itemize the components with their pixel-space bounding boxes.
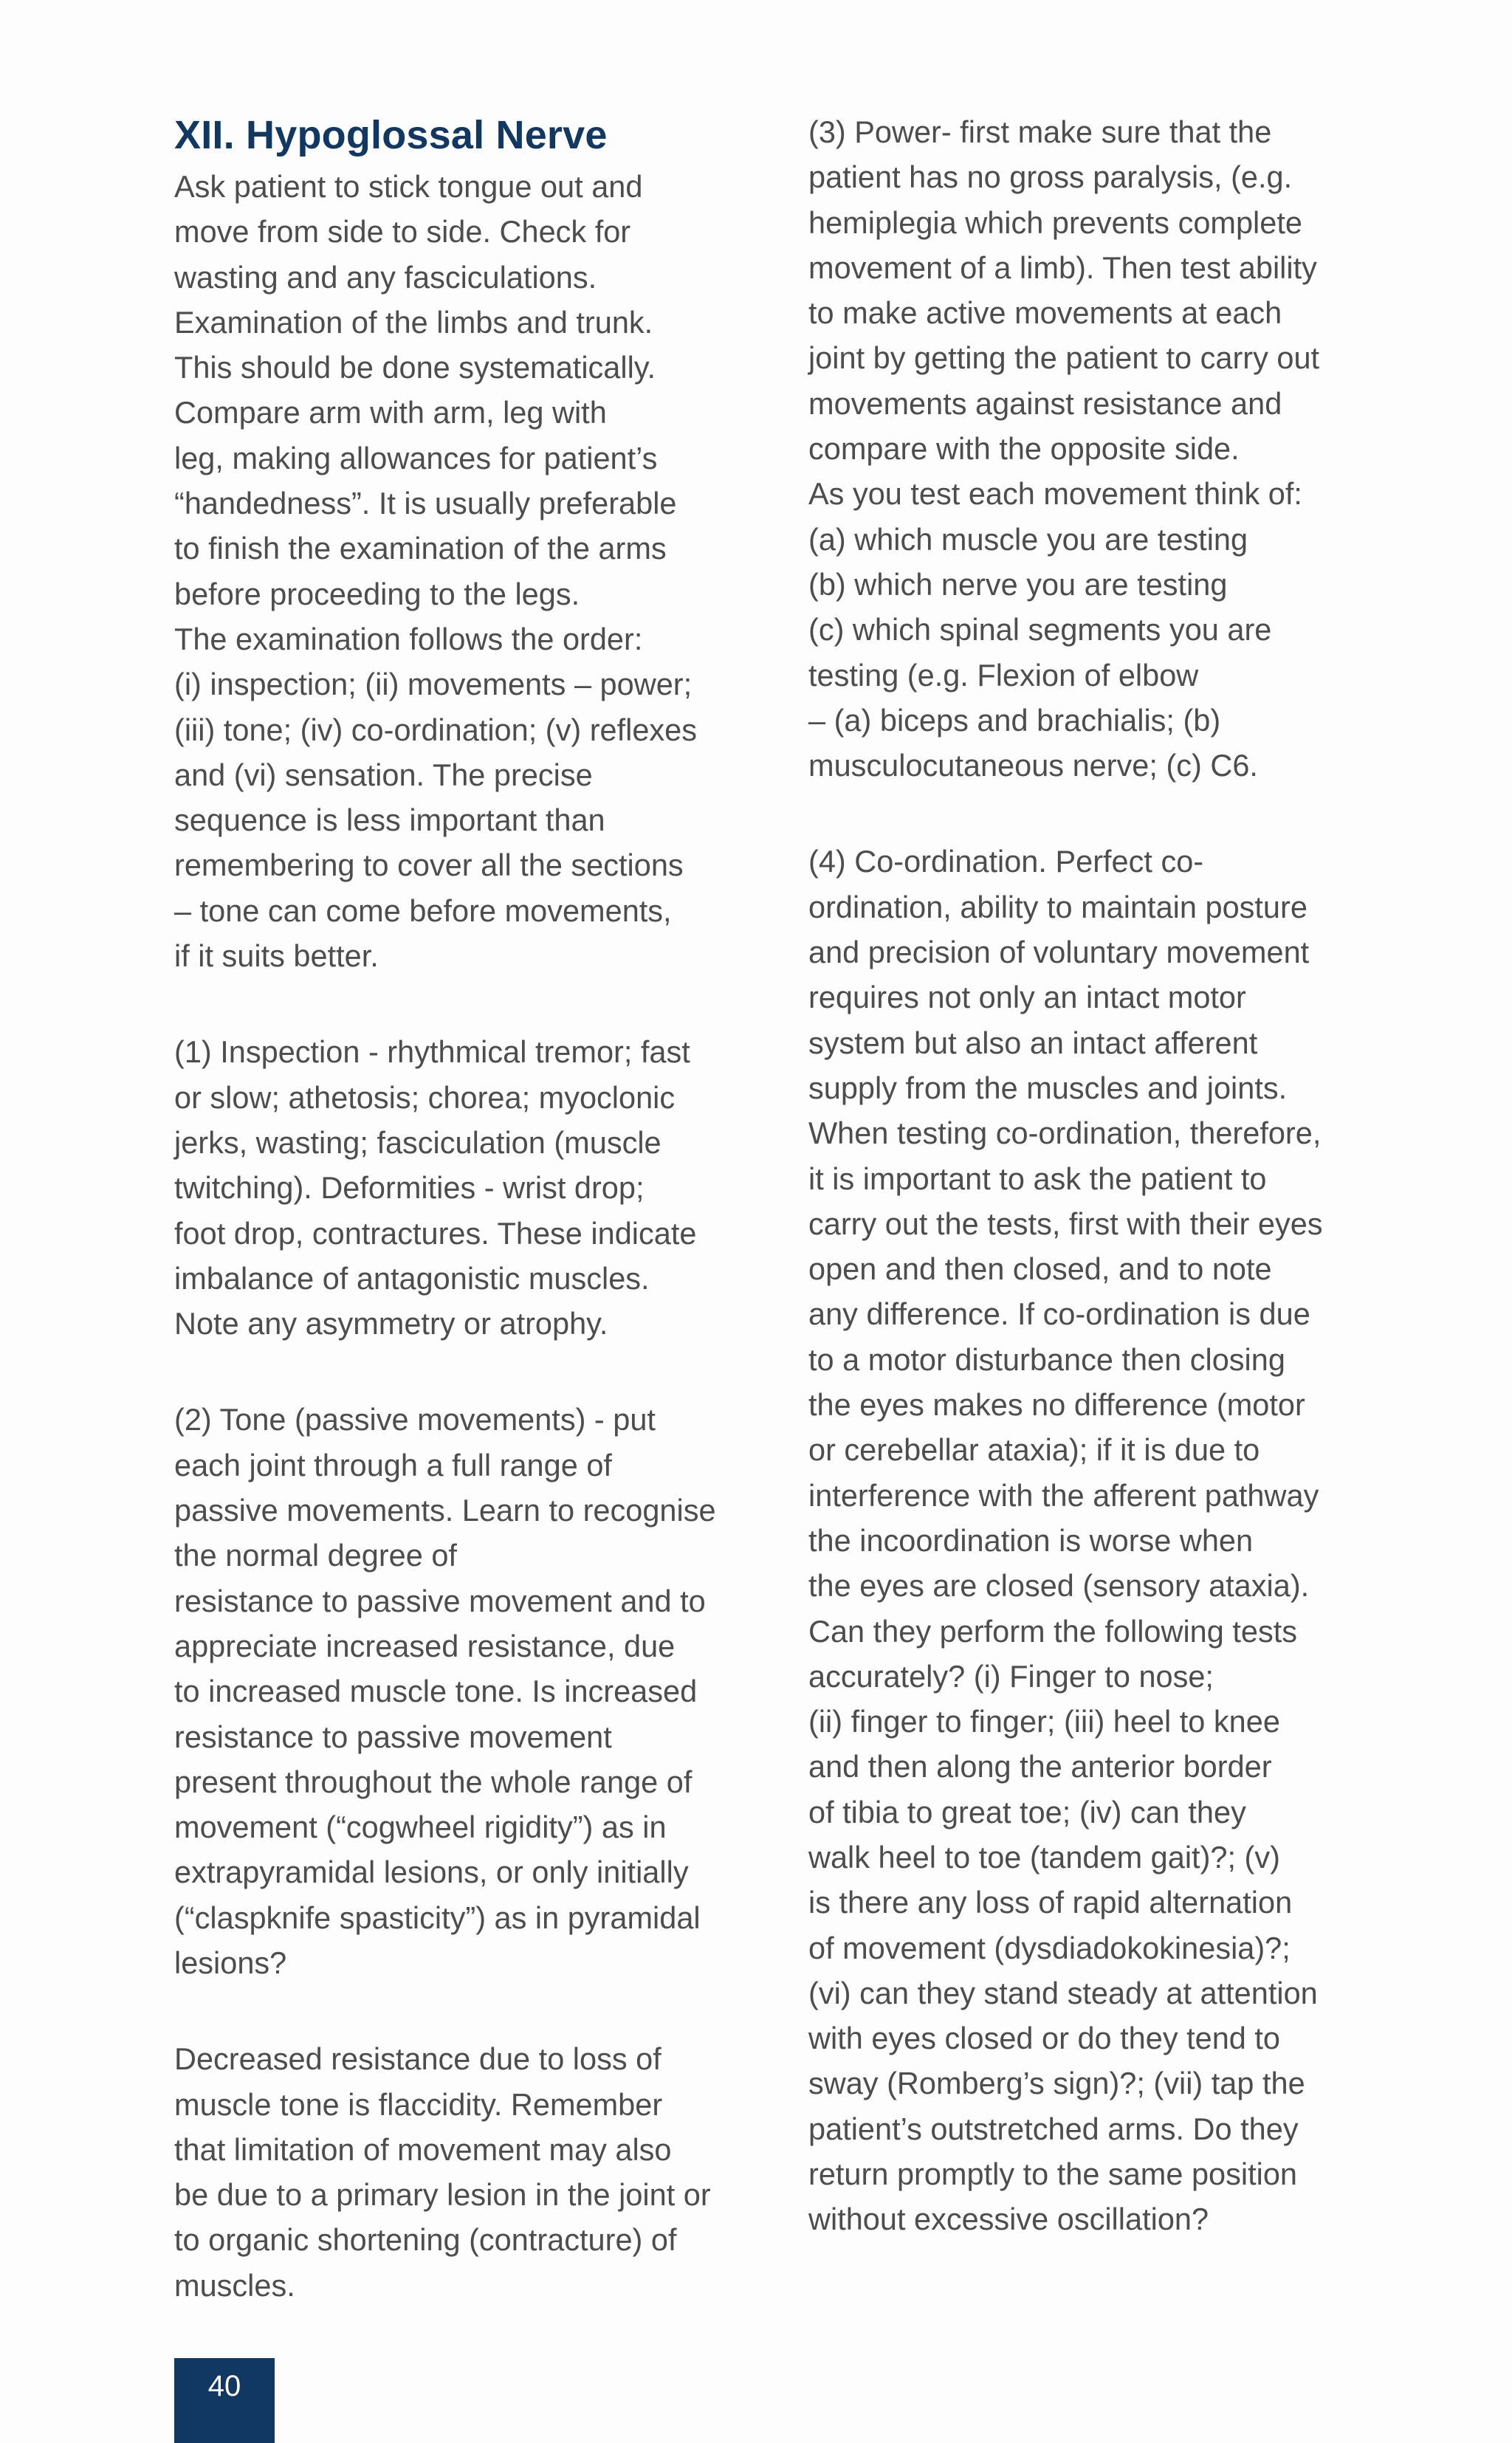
- text-line: carry out the tests, first with their eyes: [808, 1206, 1323, 1241]
- text-line: of tibia to great toe; (iv) can they: [808, 1794, 1246, 1829]
- right-column-body: [808, 109, 1377, 2242]
- text-line: that limitation of movement may also: [174, 2131, 672, 2167]
- text-line: movement of a limb). Then test ability: [808, 250, 1317, 285]
- text-line: Compare arm with arm, leg with: [174, 395, 607, 430]
- text-line: Can they perform the following tests: [808, 1613, 1298, 1649]
- text-line: muscles.: [174, 2267, 295, 2303]
- text-line: “handedness”. It is usually preferable: [174, 486, 677, 521]
- text-line: of movement (dysdiadokokinesia)?;: [808, 1930, 1291, 1965]
- text-line: Note any asymmetry or atrophy.: [174, 1306, 608, 1341]
- text-line: (3) Power- first make sure that the: [808, 114, 1272, 149]
- text-line: leg, making allowances for patient’s: [174, 440, 658, 475]
- text-line: or cerebellar ataxia); if it is due to: [808, 1432, 1260, 1468]
- text-line: and then along the anterior border: [808, 1749, 1272, 1784]
- text-line: jerks, wasting; fasciculation (muscle: [174, 1124, 662, 1160]
- left-column-body: [174, 164, 780, 2308]
- paragraph: [174, 1397, 780, 1985]
- text-line: to make active movements at each: [808, 295, 1282, 331]
- text-line: (1) Inspection - rhythmical tremor; fast: [174, 1034, 690, 1070]
- text-line: compare with the opposite side.: [808, 431, 1240, 467]
- text-line: (a) which muscle you are testing: [808, 521, 1248, 557]
- text-line: imbalance of antagonistic muscles.: [174, 1260, 650, 1296]
- text-line: resistance to passive movement: [174, 1719, 612, 1754]
- text-line: (iii) tone; (iv) co-ordination; (v) reflexes: [174, 712, 698, 747]
- text-line: the eyes are closed (sensory ataxia).: [808, 1568, 1310, 1604]
- text-line: musculocutaneous nerve; (c) C6.: [808, 748, 1258, 783]
- paragraph: [808, 839, 1377, 2241]
- text-line: patient has no gross paralysis, (e.g.: [808, 159, 1293, 195]
- text-line: twitching). Deformities - wrist drop;: [174, 1170, 645, 1206]
- text-line: with eyes closed or do they tend to: [808, 2021, 1281, 2056]
- text-line: open and then closed, and to note: [808, 1251, 1272, 1287]
- text-line: wasting and any fasciculations.: [174, 259, 597, 295]
- text-line: to a motor disturbance then closing: [808, 1341, 1285, 1377]
- text-line: walk heel to toe (tandem gait)?; (v): [808, 1839, 1280, 1875]
- text-line: When testing co-ordination, therefore,: [808, 1116, 1322, 1151]
- text-line: supply from the muscles and joints.: [808, 1070, 1288, 1105]
- text-line: Examination of the limbs and trunk.: [174, 304, 653, 340]
- text-line: each joint through a full range of: [174, 1447, 612, 1482]
- text-line: (vi) can they stand steady at attention: [808, 1975, 1318, 2010]
- text-line: the normal degree of: [174, 1538, 457, 1573]
- text-line: movement (“cogwheel rigidity”) as in: [174, 1810, 667, 1845]
- text-line: any difference. If co-ordination is due: [808, 1296, 1310, 1332]
- text-line: is there any loss of rapid alternation: [808, 1885, 1293, 1920]
- paragraph: [808, 109, 1377, 788]
- left-column: [174, 109, 780, 2308]
- text-line: the incoordination is worse when: [808, 1522, 1254, 1558]
- text-line: sway (Romberg’s sign)?; (vii) tap the: [808, 2066, 1305, 2101]
- text-line: and (vi) sensation. The precise: [174, 757, 593, 792]
- text-line: – tone can come before movements,: [174, 893, 672, 928]
- text-line: lesions?: [174, 1945, 287, 1980]
- text-line: be due to a primary lesion in the joint or: [174, 2177, 711, 2213]
- text-line: without excessive oscillation?: [808, 2202, 1209, 2237]
- text-line: ordination, ability to maintain posture: [808, 889, 1307, 924]
- text-line: to finish the examination of the arms: [174, 531, 667, 566]
- text-line: system but also an intact afferent: [808, 1025, 1258, 1060]
- text-line: (“claspknife spasticity”) as in pyramidal: [174, 1900, 701, 1935]
- text-line: This should be done systematically.: [174, 350, 656, 385]
- text-line: movements against resistance and: [808, 385, 1282, 421]
- text-line: passive movements. Learn to recognise: [174, 1493, 716, 1528]
- text-line: to increased muscle tone. Is increased: [174, 1674, 698, 1709]
- text-line: (b) which nerve you are testing: [808, 566, 1228, 602]
- text-line: (2) Tone (passive movements) - put: [174, 1402, 656, 1437]
- text-line: (ii) finger to finger; (iii) heel to knee: [808, 1704, 1280, 1739]
- text-line: (i) inspection; (ii) movements – power;: [174, 667, 693, 702]
- paragraph: [174, 164, 780, 978]
- text-line: return promptly to the same position: [808, 2157, 1298, 2192]
- text-line: resistance to passive movement and to: [174, 1583, 706, 1618]
- text-line: requires not only an intact motor: [808, 980, 1246, 1015]
- page-number: 40: [207, 2370, 241, 2402]
- text-line: hemiplegia which prevents complete: [808, 205, 1302, 240]
- paragraph: [174, 1029, 780, 1346]
- text-line: remembering to cover all the sections: [174, 848, 684, 883]
- text-line: testing (e.g. Flexion of elbow: [808, 657, 1199, 693]
- text-line: present throughout the whole range of: [174, 1764, 693, 1799]
- text-line: patient’s outstretched arms. Do they: [808, 2111, 1299, 2146]
- text-line: joint by getting the patient to carry out: [808, 340, 1320, 376]
- text-line: sequence is less important than: [174, 803, 605, 838]
- text-line: it is important to ask the patient to: [808, 1161, 1267, 1196]
- text-line: accurately? (i) Finger to nose;: [808, 1658, 1214, 1694]
- text-line: – (a) biceps and brachialis; (b): [808, 702, 1221, 738]
- text-line: (4) Co-ordination. Perfect co-: [808, 844, 1204, 879]
- text-line: to organic shortening (contracture) of: [174, 2222, 677, 2258]
- text-line: if it suits better.: [174, 938, 379, 974]
- text-line: appreciate increased resistance, due: [174, 1628, 676, 1663]
- paragraph-gap: [174, 1985, 780, 2036]
- text-line: or slow; athetosis; chorea; myoclonic: [174, 1079, 676, 1115]
- text-line: move from side to side. Check for: [174, 214, 631, 250]
- text-line: Decreased resistance due to loss of: [174, 2041, 662, 2077]
- paragraph-gap: [174, 978, 780, 1029]
- page-number-badge: [174, 2358, 275, 2443]
- text-line: The examination follows the order:: [174, 621, 643, 656]
- text-line: (c) which spinal segments you are: [808, 612, 1272, 647]
- paragraph-gap: [174, 1346, 780, 1397]
- text-line: the eyes makes no difference (motor: [808, 1387, 1305, 1423]
- text-line: muscle tone is flaccidity. Remember: [174, 2086, 663, 2122]
- paragraph: [174, 2036, 780, 2308]
- section-heading: XII. Hypoglossal Nerve: [174, 113, 608, 157]
- text-line: foot drop, contractures. These indicate: [174, 1215, 697, 1251]
- text-line: and precision of voluntary movement: [808, 935, 1310, 970]
- text-line: interference with the afferent pathway: [808, 1477, 1319, 1513]
- text-line: Ask patient to stick tongue out and: [174, 169, 643, 204]
- right-column: [808, 109, 1377, 2242]
- text-line: As you test each movement think of:: [808, 476, 1302, 512]
- text-line: extrapyramidal lesions, or only initially: [174, 1855, 689, 1890]
- text-line: before proceeding to the legs.: [174, 576, 580, 611]
- paragraph-gap: [808, 788, 1377, 839]
